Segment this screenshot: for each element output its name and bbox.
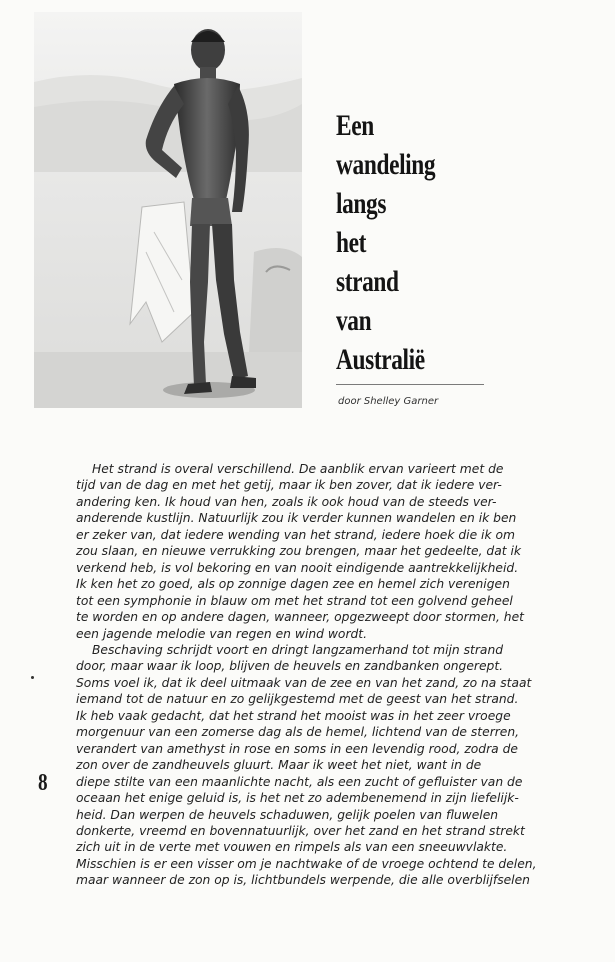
print-speck [31, 676, 34, 679]
body-line: zou slaan, en nieuwe verrukking zou brengen, maar het gedeelte, dat ik [76, 544, 521, 559]
body-line: er zeker van, dat iedere wending van het strand, iedere hoek die ik om [76, 527, 516, 542]
body-line: anderende kustlijn. Natuurlijk zou ik verder kunnen wandelen en ik ben [76, 511, 517, 526]
body-line: Ik ken het zo goed, als op zonnige dagen zee en hemel zich verenigen [76, 577, 510, 592]
page-number: 8 [38, 770, 48, 796]
body-line: te worden en op andere dagen, wanneer, opgezweept door stormen, het [76, 610, 524, 625]
body-line: Beschaving schrijdt voort en dringt langzamerhand tot mijn strand [92, 642, 504, 657]
body-line: diepe stilte van een maanlichte nacht, als een zucht of gefluister van de [76, 774, 523, 789]
body-line: Ik heb vaak gedacht, dat het strand het mooist was in het zeer vroege [76, 708, 511, 723]
body-line: zon over de zandheuvels gluurt. Maar ik weet het niet, want in de [76, 758, 482, 773]
photo-illustration [34, 12, 302, 408]
body-line: tot een symphonie in blauw om met het strand tot een golvend geheel [76, 593, 513, 608]
body-line: iemand tot de natuur en zo gelijkgestemd met de geest van het strand. [76, 692, 519, 707]
body-line: andering ken. Ik houd van hen, zoals ik ook houd van de steeds ver- [76, 494, 497, 509]
title-line: wandeling [336, 148, 436, 181]
beach-photo [34, 12, 302, 408]
body-line: morgenuur van een zomerse dag als de hemel, lichtend van de sterren, [76, 725, 520, 740]
byline: door Shelley Garner [338, 396, 439, 407]
body-line: Misschien is er een visser om je nachtwake of de vroege ochtend te delen, [76, 856, 537, 871]
body-line: maar wanneer de zon op is, lichtbundels werpende, die alle overblijfselen [76, 873, 530, 888]
body-line: tijd van de dag en met het getij, maar ik ben zover, dat ik iedere ver- [76, 478, 502, 493]
title-line: strand [336, 265, 399, 298]
body-line: door, maar waar ik loop, blijven de heuvels en zandbanken ongerept. [76, 659, 504, 674]
title-line: langs [336, 187, 387, 220]
article-body [76, 461, 606, 889]
body-line: zich uit in de verte met vouwen en rimpels als van een sneeuwvlakte. [76, 840, 508, 855]
title-line: Een [336, 109, 374, 142]
body-line: Het strand is overal verschillend. De aanblik ervan varieert met de [92, 462, 504, 476]
title-divider [336, 384, 484, 385]
title-line: van [336, 304, 372, 337]
title-line: Australië [336, 343, 425, 376]
body-line: Soms voel ik, dat ik deel uitmaak van de zee en van het zand, zo na staat [76, 675, 532, 690]
title-line: het [336, 226, 367, 259]
body-line: verandert van amethyst in rose en soms in een levendig rood, zodra de [76, 741, 518, 756]
body-line: oceaan het enige geluid is, is het net zo adembenemend in zijn liefelijk- [76, 791, 519, 806]
body-line: donkerte, vreemd en bovennatuurlijk, over het zand en het strand strekt [76, 823, 525, 838]
body-line: een jagende melodie van regen en wind wordt. [76, 626, 368, 641]
body-line: verkend heb, is vol bekoring en van nooit eindigende aantrekkelijkheid. [76, 560, 519, 575]
body-line: heid. Dan werpen de heuvels schaduwen, gelijk poelen van fluwelen [76, 807, 499, 822]
article-title [336, 106, 496, 379]
